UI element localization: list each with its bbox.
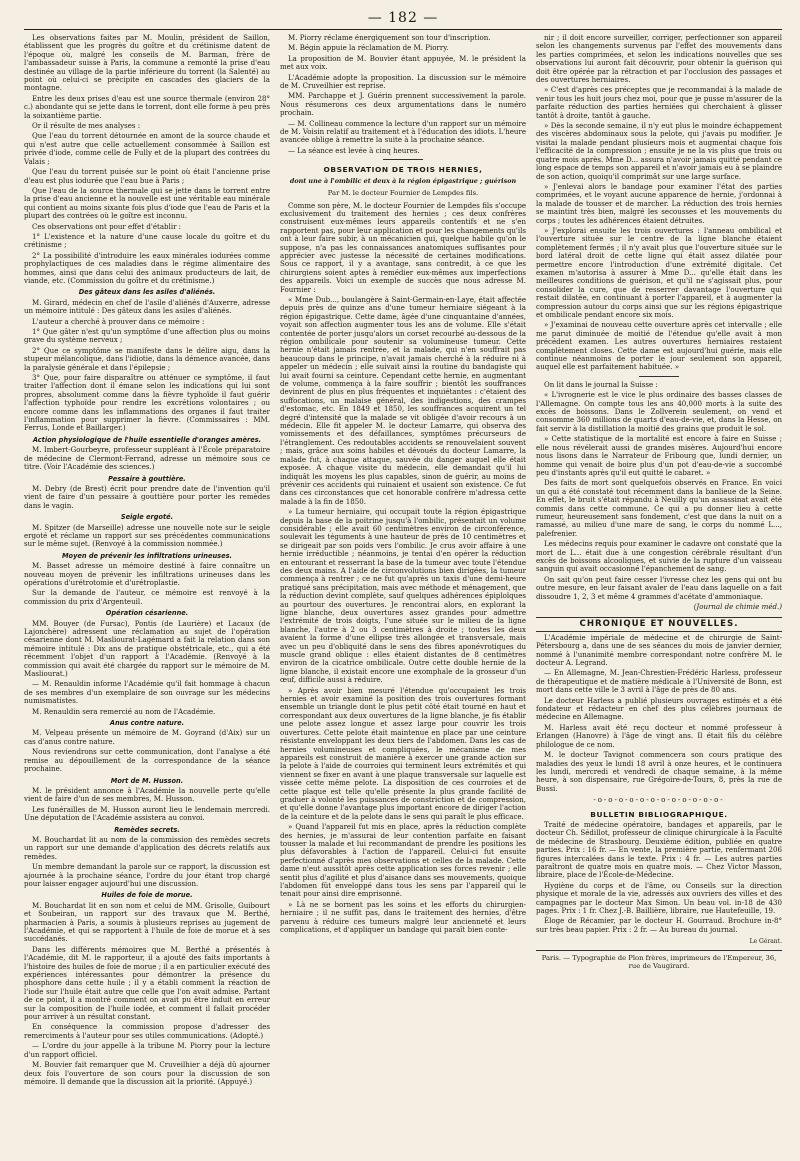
article-subtitle: dont une à l'ombilic et deux à la région épigastrique ; guérison <box>289 176 517 185</box>
heading-seigle: Seigle ergoté. <box>120 513 174 522</box>
paragraph: MM. Parchappe et J. Guérin prennent successivement la parole. Nous résumerons ces deux argumentations dans le numéro prochain. <box>280 91 526 118</box>
paragraph: Dans les différents mémoires que M. Berthé a présentés à l'Académie, dit M. le rapporteur, il a ajouté des faits importants à l'histoire des huiles de foie de morue ; il a en particulier exécuté des expériences intéressantes pour démontrer la présence du phosphore dans cette huile ; il y a établi comment la réaction de l'iode sur l'huile était autre que celle que l'on avait admise. Partant de ce point, il a montré comment on avait pu être induit en erreur sur la composition de l'huile iodée, et comment il fallait procéder pour arriver à un résultat constant. <box>24 944 270 1022</box>
paragraph: Les observations faites par M. Moulin, président de Saillon, établissent que les progrès du goître et du crétinisme datent de l'époque où, malgré les conseils de M. Barman, frère de l'ambassadeur suisse à Paris, la commune a remonté la prise d'eau destinée au village de la partie inférieure du torrent (la Salenté) au point où celui-ci se précipite en cascades des glaciers de la montagne. <box>24 34 270 93</box>
heading-gateux: Des gâteux dans les asiles d'aliénés. <box>78 288 216 297</box>
page <box>24 10 782 1150</box>
footer-rule <box>536 950 782 951</box>
divider <box>383 159 423 160</box>
source-note: (Journal de chimie méd.) <box>693 602 782 611</box>
paragraph: « L'ivrognerie est le vice le plus ordinaire des basses classes de l'Allemagne. On compte tous les ans 40,000 morts à la suite des excès de boissons. Dans le Zollverein seulement, on vend et consomme 360 millions de quarts d'eau-de-vie, et, dans la Hesse, on fait servir à la distillation la moitié des grains que produit le sol. <box>536 390 782 433</box>
paragraph: » Après avoir bien mesuré l'étendue qu'occupaient les trois hernies et avoir examiné la position des trois ouvertures formant ensemble un triangle dont le plus petit côté était tourné en haut et correspondant aux deux ouvertures de la ligne blanche, je fis établir une pelote assez longue et assez large pour couvrir les trois ouvertures. Cette pelote était maintenue en place par une ceinture résistante enveloppant les deux tiers de l'abdomen. Dans les cas de hernies volumineuses et compliquées, le mécanisme de mes appareils est construit de manière à exercer une grande action sur la pelote à l'aide de courroies qui terminent leurs extrémités et qui viennent se fixer en avant à une plaque transversale sur laquelle est vissée cette même pelote. La disposition de ces courroies et de cette plaque est telle qu'elle présente la plus grande facilité de graduer à volonté les puissances de constriction et de compression, et qu'elle donne l'avantage plus important encore de diriger l'action de la ceinture et de la pelote dans le sens qui paraît le plus efficace. <box>280 685 526 821</box>
cesarienne-text <box>24 620 270 716</box>
paragraph: Ces observations ont pour effet d'établir : <box>32 221 182 231</box>
saillon-text <box>24 34 270 285</box>
paragraph: M. Basset adresse un mémoire destiné à faire connaître un nouveau moyen de prévenir les infiltrations urineuses dans les opérations d'urétrotomie et d'urétroplastie. <box>24 561 270 587</box>
paragraph: M. Velpeau présente un mémoire de M. Goyrand (d'Aix) sur un cas d'anus contre nature. <box>24 728 270 746</box>
paragraph: M. Bégin appuie la réclamation de M. Piorry. <box>288 43 449 53</box>
divider <box>639 376 679 377</box>
paragraph: Or il résulte de mes analyses : <box>32 121 141 131</box>
heading-secrets: Remèdes secrets. <box>114 825 180 834</box>
columns <box>24 34 782 1144</box>
paragraph: » J'examinai de nouveau cette ouverture après cet intervalle ; elle me parut diminuée de moitié de l'étendue qu'elle avait à mon précédent examen. Les autres ouvertures herniaires restaient complètement closes. Cette dame est aujourd'hui guérie, mais elle continue néanmoins de porter le jour seulement son appareil, auquel elle est parfaitement habituée. » <box>536 320 782 372</box>
imprint: Paris. — Typographie de Plon frères, imprimeurs de l'Empereur, 36, rue de Vaugirard. <box>541 953 777 971</box>
paragraph: » Là ne se bornent pas les soins et les efforts du chirurgien-herniaire ; il ne suffit pas, dans le traitement des hernies, d'être parvenu à réduire ces tumeurs malgré leur ancienneté et leurs complications, et d'appliquer un bandage qui paraît bien conte- <box>280 899 526 935</box>
paragraph: » La tumeur herniaire, qui occupait toute la région épigastrique depuis la base de la poitrine jusqu'à l'ombilic, présentait un volume considérable ; elle avait 60 centimètres environ de circonférence, soulevait les téguments à une hauteur de près de 10 centimètres et se dirigeait par son poids vers l'ombilic. Je crus avoir affaire à une hernie irréductible ; néanmoins, je tentai d'en opérer la réduction en entourant et resserrant la base de la tumeur avec toute l'étendue des deux mains. A l'aide de circonvolutions bien dirigées, la tumeur commença à rentrer ; ce ne fut qu'après un taxis d'une demi-heure pratiqué sans précipitation, mais avec méthode et ménagement, que la réduction devint complète, sauf quelques adhérences épiploïques au pourtour des ouvertures. Je rencontrai alors, en explorant la ligne blanche, deux ouvertures assez grandes pour admettre l'extrémité de trois doigts, l'une située sur le milieu de la ligne blanche, l'autre à 2 ou 3 centimètres à droite ; toutes les deux avaient la forme d'une ellipse très allongée et transversale, mais avec un peu d'obliquité dans le sens des fibres aponévrotiques du muscle grand oblique : elles étaient distantes de 8 centimètres environ de la cicatrice ombilicale. Outre cette double hernie de la ligne blanche, il existait encore une exomphale de la grosseur d'un œuf, difficile aussi à réduire. <box>280 507 526 685</box>
gerant-signature: Le Gérant. <box>749 938 782 946</box>
chronique-text <box>536 634 782 793</box>
paragraph: M. Harless avait été reçu docteur et nommé professeur à Erlangen (Hanovre) à l'âge de vingt ans. Il était fils du célèbre philologue de ce nom. <box>536 722 782 749</box>
paragraph: » J'explorai ensuite les trois ouvertures : l'anneau ombilical et l'ouverture située sur le centre de la ligne blanche étaient complètement fermés ; il n'y avait plus que l'ouverture située sur le bord latéral droit de cette ligne qui était assez dilatée pour permettre encore l'introduction d'une extrémité digitale. Cet examen m'autorisa à assurer à Mme D... qu'elle était dans les meilleures conditions de guérison, et qu'il ne s'agissait plus, pour consolider la cure, que de resserrer davantage l'ouverture qui restait dilatée, en continuant à porter l'appareil, et à augmenter la compression autour du corps ainsi que sur les régions épigastrique et ombilicale pendant encore six mois. <box>536 225 782 319</box>
paragraph: Hygiène du corps et de l'âme, ou Conseils sur la direction physique et morale de la vie, adressés aux ouvriers des villes et des campagnes par le docteur Max Simon. Un beau vol. in-18 de 430 pages. Prix : 1 fr. Chez J.-B. Baillière, libraire, rue Hautefeuille, 19. <box>536 880 782 915</box>
secrets-text <box>24 836 270 888</box>
anus-text <box>24 729 270 773</box>
paragraph: Entre les deux prises d'eau est une source thermale (environ 28° c.) abondante qui se jette dans le torrent, dont elle forme à peu près la soixantième partie. <box>24 93 270 120</box>
heading-husson: Mort de M. Husson. <box>110 776 184 785</box>
section-bulletin: BULLETIN BIBLIOGRAPHIQUE. <box>590 809 728 819</box>
paragraph: Traité de médecine opératoire, bandages et appareils, par le docteur Ch. Sédillot, professeur de clinique chirurgicale à la Faculté de médecine de Strasbourg. Deuxième édition, publiée en quatre parties. Prix : 16 fr. — En vente, la première partie, renfermant 206 figures intercalées dans le texte. Prix : 4 fr. — Les autres parties paraîtront de quatre mois en quatre mois. — Chez Victor Masson, libraire, place de l'École-de-Médecine. <box>536 819 782 880</box>
paragraph: Des faits de mort sont quelquefois observés en France. En voici un qui a été constaté tout récemment dans la banlieue de la Seine. En effet, le bruit s'était répandu à Neuilly qu'un assassinat avait été commis dans cette commune. Ce qui a pu donner lieu à cette rumeur, heureusement sans fondement, c'est que dans la nuit on a ramassé, au milieu d'une mare de sang, le corps du nommé L..., palefrenier. <box>536 478 782 538</box>
paragraph: » C'est d'après ces préceptes que je recommandai à la malade de venir tous les huit jours chez moi, pour que je pusse m'assurer de la parfaite réduction des parties herniées qui cherchaient à glisser tantôt à droite, tantôt à gauche. <box>536 85 782 120</box>
paragraph: » Dès la seconde semaine, il n'y eut plus le moindre échappement des viscères abdominaux sous la pelote, qui j'avais pu modifier. Je visitai la malade pendant plusieurs mois et augmentai chaque fois l'efficacité de la compression ; ensuite je ne la vis plus que trois ou quatre mois après. Mme D... assura n'avoir jamais quitté pendant ce long espace de temps son appareil et n'avoir jamais eu à se plaindre de son action, quoiqu'il comprimât sur une large surface. <box>536 121 782 181</box>
paragraph: Que l'eau du torrent détournée en amont de la source chaude et qui n'est autre que celle actuellement consommée à Saillon est privée d'iode, comme celle de Fully et de la plupart des contrées du Valais ; <box>24 131 270 166</box>
page-number: — 182 — <box>367 10 439 26</box>
bulletin-text <box>536 821 782 934</box>
column-1 <box>24 34 270 1144</box>
paragraph: MM. Bouyer (de Fursac), Pontis (de Laurière) et Lacaux (de Lajonchère) adressent une réclamation au sujet de l'opération césarienne dont M. Masliourat-Lagémard a fait la relation dans son mémoire intitulé : Dix ans de pratique obstétricale, etc., qui a été récemment l'objet d'un rapport à l'Académie. (Renvoyé à la commission qui avait été chargée du rapport sur le mémoire de M. Masliourat.) <box>24 618 270 679</box>
ornament-divider: -o-o-o-o-o-o-o-o-o-o-o-o- <box>593 796 725 805</box>
paragraph: Que l'eau de la source thermale qui se jette dans le torrent entre la prise d'eau ancienne et la nouvelle est une véritable eau minérale qui contient au moins sixante fois plus d'iode que l'eau de Paris et la plupart des contrées où le goître est inconnu. <box>24 185 270 221</box>
column-3 <box>536 34 782 1144</box>
hernies-text <box>280 202 526 935</box>
paragraph: Les médecins requis pour examiner le cadavre ont constaté que la mort de L... était due à une congestion cérébrale résultant d'un excès de boissons alcooliques, et suivie de la rupture d'un vaisseau sanguin qui avait occasionné l'épanchement de sang. <box>536 539 782 574</box>
paragraph: M. Piorry réclame énergiquement son tour d'inscription. <box>288 34 491 42</box>
paragraph: M. le docteur Tavignot commencera son cours pratique des maladies des yeux le lundi 18 avril à onze heures, et le continuera les lundi, mercredi et vendredi de chaque semaine, à la même heure, à son dispensaire, rue Grégoire-de-Tours, 8, près la rue de Bussi. <box>536 750 782 793</box>
paragraph: On sait qu'on peut faire cesser l'ivresse chez les gens qui ont bu outre mesure, en leur faisant avaler de l'eau dans laquelle on a fait dissoudre 1, 2, 3 et même 4 grammes d'acétate d'ammoniaque. <box>536 574 782 601</box>
paragraph: Éloge de Récamier, par le docteur H. Gourraud. Brochure in-8° sur très beau papier. Prix : 2 fr. — Au bureau du journal. <box>536 916 782 934</box>
paragraph: M. Renauldin sera remercié au nom de l'Académie. <box>32 706 216 716</box>
paragraph: 1° L'existence et la nature d'une cause locale du goître et du crétinisme ; <box>24 231 270 250</box>
infiltrations-text <box>24 562 270 606</box>
paragraph: La proposition de M. Bouvier étant appuyée, M. le président la met aux voix. <box>280 53 526 72</box>
gateux-text <box>24 299 270 433</box>
header-rule <box>24 29 782 30</box>
paragraph: L'auteur a cherché à prouver dans ce mémoire : <box>32 316 205 326</box>
paragraph: » Cette statistique de la mortalité est encore à faire en Suisse ; elle nous révélerait aussi de grandes misères. Aujourd'hui encore nous lisons dans le Narrateur de Fribourg que, lundi dernier, un homme qui venait de boire plus d'un pot d'eau-de-vie a succombé peu d'instants après qu'il eut quitté le cabaret. » <box>536 434 782 477</box>
paragraph: Sur la demande de l'auteur, ce mémoire est renvoyé à la commission du prix d'Argenteuil. <box>24 588 270 606</box>
paragraph: M. le président annonce à l'Académie la nouvelle perte qu'elle vient de faire d'un de ses membres, M. Husson. <box>24 785 270 804</box>
heading-infiltrations: Moyen de prévenir les infiltrations urineuses. <box>61 551 232 560</box>
heading-cesarienne: Opération césarienne. <box>105 609 189 618</box>
article-byline: Par M. le docteur Fournier de Lempdes fils. <box>327 189 479 198</box>
paragraph: M. Bouvier fait remarquer que M. Cruveilhier a déjà dû ajourner deux fois l'ouverture de son cours pour la discussion de son mémoire. Il demande que la discussion ait la priorité. (Appuyé.) <box>24 1060 270 1086</box>
paragraph: » Quand l'appareil fut mis en place, après la réduction complète des hernies, je m'assurai de leur contention parfaite en faisant tousser la malade et lui recommandant de prendre les positions les plus défavorables à l'action de l'appareil. Celui-ci fut ensuite perfectionné d'après mes observations et celles de la malade. Cette dame n'eut aussitôt après cette application ses forces revenir ; elle sentit plus d'agilité et plus d'aisance dans ses mouvements, quoique l'abdomen fût enveloppé dans tous les sens par l'appareil qui le tenait pour ainsi dire emprisonné. <box>280 822 526 899</box>
morue-text <box>24 902 270 1087</box>
paragraph: En conséquence la commission propose d'adresser des remerciments à l'auteur pour ses utiles communications. (Adopté.) <box>24 1022 270 1040</box>
huile-text: M. Imbert-Gourbeyre, professeur suppléant à l'École préparatoire de médecine de Clermont-Ferrand, adresse un mémoire sous ce titre. (Voir l'Académie des sciences.) <box>24 445 270 472</box>
paragraph: 2° Que ce symptôme se manifeste dans le délire aigu, dans la stupeur mélancolique, dans l'idiotie, dans la démence avancée, dans la paralysie générale et dans l'épilepsie ; <box>24 345 270 372</box>
heading-pessaire: Pessaire à gouttière. <box>108 474 186 483</box>
paragraph: » J'enlevai alors le bandage pour examiner l'état des parties comprimées, et le voyant aucune apparence de hernie, j'ordonnai à la malade de tousser et de marcher. La réduction des trois hernies se maintint très bien, malgré les secousses et les mouvements du corps ; toutes les adhérences étaient détruites. <box>536 181 782 225</box>
paragraph: Nous reviendrons sur cette communication, dont l'analyse a été remise au dépouillement de la correspondance de la séance prochaine. <box>24 747 270 774</box>
paragraph: 3° Que, pour faire disparaître ou atténuer ce symptôme, il faut traiter l'affection dont il émane selon les indications qui lui sont propres, absolument comme dans la fièvre typhoïde il faut guérir l'affection typhoïde pour rendre les excrétions volontaires ; ou encore comme dans les inflammations des organes il faut traiter l'inflammation pour supprimer la fièvre. (Commissaires : MM. Ferrus, Londe et Baillarger.) <box>24 373 270 433</box>
paragraph: « Mme Dub..., boulangère à Saint-Germain-en-Laye, était affectée depuis près de quinze ans d'une tumeur herniaire siégeant à la région épigastrique. Cette dame, âgée d'une cinquantaine d'années, voyait son affection augmenter tous les ans de volume. Elle s'était contentée de porter jusqu'alors un corset recourbé au-dessous de la région ombilicale pour soutenir sa volumineuse tumeur. Cette hernie n'était jamais rentrée, et la malade, qui n'en souffrait pas beaucoup dans le principe, n'avait jamais cherché à la réduire ni à appeler un médecin ; elle suivait ainsi la routine du bandagiste qui lui avait fourni sa ceinture. Cependant cette hernie, en augmentant de volume, commença à la faire souffrir ; bientôt les souffrances devinrent de plus en plus fréquentes et inquiétantes : c'étaient des suffocations, un malaise général, des indigestions, des crampes d'estomac, etc. En 1849 et 1850, les souffrances acquirent un tel degré d'intensité que la malade se vit obligée d'avoir recours à un médecin. Elle fit appeler M. le docteur Lamarre, qui observa des vomissements et des défaillances, symptômes précurseurs de l'étranglement. Ces redoutables accidents se renouvelaient souvent ; mais, grâce aux soins habiles et dévoués du docteur Lamarre, la malade fut, à chaque attaque, sauvée du danger auquel elle était exposée. A chaque visite du médecin, elle demandait qu'il lui indiquât les moyens les plus capables, sinon de guérir, au moins de prévenir ces accidents qui ruinaient et usaient son existence. Ce fut dans ces circonstances que cet honorable confrère m'adressa cette malade à la fin de 1850. <box>280 294 526 506</box>
paragraph: L'Académie adopte la proposition. La discussion sur le mémoire de M. Cruveilhier est reprise. <box>280 72 526 91</box>
column-2 <box>280 34 526 1144</box>
article-title: OBSERVATION DE TROIS HERNIES, <box>323 165 483 175</box>
paragraph: — M. Renauldin informe l'Académie qu'il fait hommage à chacun de ses membres d'un exemplaire de son ouvrage sur les médecins numismatistes. <box>24 679 270 706</box>
heading-anus: Anus contre nature. <box>109 719 185 728</box>
hernies-continued-text <box>536 34 782 372</box>
paragraph: Comme son père, M. le docteur Fournier de Lempdes fils s'occupe exclusivement du traitement des hernies ; ces deux confrères construisent eux-mêmes leurs appareils contentifs et ne s'en rapportent pas, pour leur application et pour les changements qu'ils ont à leur faire subir, à un mécanicien qui, quelque habile qu'on le suppose, n'a pas les connaissances anatomiques suffisantes pour apprécier avec justesse la nécessité de certaines modifications. Sous ce rapport, il y a avantage, sans contredit, à ce que les chirurgiens soient aptes à remédier eux-mêmes aux imperfections des appareils. Voici un exemple de succès que nous adresse M. Fournier : <box>280 200 526 294</box>
seigle-text: M. Spitzer (de Marseille) adresse une nouvelle note sur le seigle ergoté et réclame un rapport sur ses précédentes communications sur le même sujet. (Renvoyé à la commission nommée.) <box>24 522 270 549</box>
section-chronique: CHRONIQUE ET NOUVELLES. <box>536 617 782 631</box>
paragraph: 2° La possibilité d'introduire les eaux minérales iodurées comme prophylactiques de ces maladies dans le régime alimentaire des hommes, ainsi que dans celui des animaux producteurs de lait, de viande, etc. (Commission du goître et du crétinisme.) <box>24 250 270 285</box>
paragraph: — L'ordre du jour appelle à la tribune M. Piorry pour la lecture d'un rapport officiel. <box>24 1041 270 1059</box>
paragraph: — M. Collineau commence la lecture d'un rapport sur un mémoire de M. Voisin relatif au traitement et à l'éducation des idiots. L'heure avancée oblige à remettre la suite à la prochaine séance. <box>280 118 526 145</box>
pessaire-text: M. Debry (de Brest) écrit pour prendre date de l'invention qu'il vient de faire d'un pessaire à gouttière pour porter les remèdes dans le vagin. <box>24 483 270 510</box>
husson-text <box>24 787 270 823</box>
paragraph: Les funérailles de M. Husson auront lieu le lendemain mercredi. Une députation de l'Académie assistera au convoi. <box>24 804 270 823</box>
paragraph: Un membre demandant la parole sur ce rapport, la discussion est ajournée à la prochaine séance, l'ordre du jour étant trop chargé pour laisser engager aujourd'hui une discussion. <box>24 862 270 888</box>
paragraph: 1° Que gâter n'est qu'un symptôme d'une affection plus ou moins grave du système nerveux ; <box>24 327 270 345</box>
paragraph: M. Girard, médecin en chef de l'asile d'aliénés d'Auxerre, adresse un mémoire intitulé : Des gâteux dans les asiles d'aliénés. <box>24 297 270 316</box>
ivrognerie-text <box>536 381 782 601</box>
paragraph: M. Bouchardat lit en son nom et celui de MM. Grisolle, Guibourt et Soubeiran, un rapport sur des travaux que M. Berthé, pharmacien à Paris, a soumis à plusieurs reprises au jugement de l'Académie, et qui se rapportent à l'huile de foie de morue et à ses succédanés. <box>24 900 270 944</box>
paragraph: Que l'eau du torrent puisée sur le point où était l'ancienne prise d'eau est plus iodurée que l'eau bue à Paris ; <box>24 167 270 185</box>
paragraph: Le docteur Harless a publié plusieurs ouvrages estimés et a été fondateur et rédacteur en chef des plus célèbres journaux de médecine en Allemagne. <box>536 695 782 722</box>
paragraph: nir ; il doit encore surveiller, corriger, perfectionner son appareil selon les changements survenus par l'effet des mouvements dans les parties comprimées, et selon les indications nouvelles que ses observations lui auront fait découvrir, pour obtenir la guérison qui doit être opérée par la rétraction et par l'occlusion des passages et des ouvertures herniaires. <box>536 34 782 85</box>
paragraph: M. Bouchardat lit au nom de la commission des remèdes secrets un rapport sur une demande d'application des décrets relatifs aux remèdes. <box>24 834 270 861</box>
heading-huile: Action physiologique de l'huile essentielle d'oranges amères. <box>32 435 262 444</box>
seance-text <box>280 34 526 155</box>
paragraph: On lit dans le journal la Suisse : <box>544 379 658 389</box>
paragraph: — La séance est levée à cinq heures. <box>288 145 420 155</box>
paragraph: L'Académie impériale de médecine et de chirurgie de Saint-Pétersbourg a, dans une de ses séances du mois de janvier dernier, nommé à l'unanimité membre correspondant notre confrère M. le docteur A. Legrand. <box>536 632 782 668</box>
paragraph: — En Allemagne, M. Jean-Chrestien-Frédéric Harless, professeur de thérapeutique et de matière médicale à l'Université de Bonn, est mort dans cette ville le 3 avril à l'âge de près de 80 ans. <box>536 668 782 695</box>
heading-morue: Huiles de foie de morue. <box>101 891 193 900</box>
